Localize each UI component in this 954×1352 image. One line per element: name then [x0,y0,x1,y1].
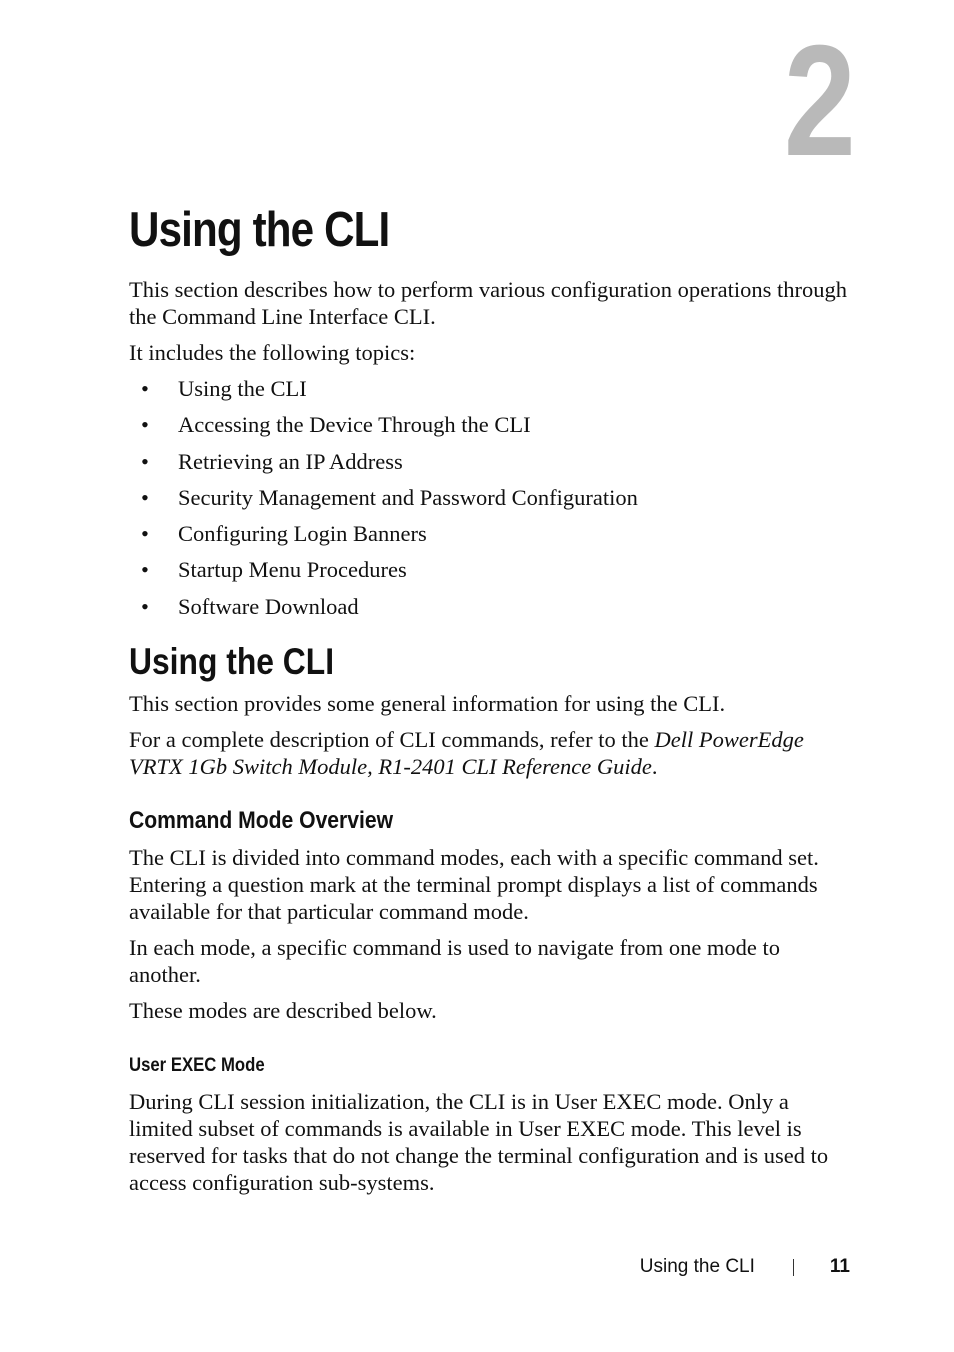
user-exec-para-1: During CLI session initialization, the CLI is in User EXEC mode. Only a limited subset of commands is available in User EXEC mode. This level is reserved for tasks that do not change the terminal configuration and is used to access configuration sub-systems. [129,1089,829,1196]
command-mode-para-2: In each mode, a specific command is used to navigate from one mode to another. [129,935,781,988]
list-item [129,520,855,556]
topics-intro: It includes the following topics: [129,340,416,365]
chapter-intro: This section describes how to perform various configuration operations through the Command Line Interface CLI. [129,277,847,329]
topic-text: Retrieving an IP Address [178,448,403,474]
bullet-icon: • [141,376,149,401]
bullet-icon: • [141,484,149,510]
topic-text: Configuring Login Banners [178,521,427,547]
page-number: 11 [829,1256,850,1277]
bullet-icon: • [141,557,149,583]
command-mode-para-3: These modes are described below. [129,998,437,1024]
topic-text: Startup Menu Procedures [178,557,407,583]
subsubsection-title: User EXEC Mode [129,1055,265,1077]
list-item [129,448,855,484]
bullet-icon: • [141,521,149,547]
reference-guide-title: Dell PowerEdge VRTX 1Gb Switch Module, R1-2401 CLI Reference Guide [129,727,804,780]
list-item [129,484,855,520]
section-para-2 [129,726,855,780]
topics-list [129,375,855,629]
footer-separator [793,1259,794,1276]
topic-text: Security Management and Password Configuration [178,484,638,510]
command-mode-para-1: The CLI is divided into command modes, each with a specific command set. Entering a question mark at the terminal prompt displays a list of commands available for that particular command mode. [129,845,819,925]
para-text-end: . [651,754,658,780]
chapter-number: 2 [783,13,856,189]
bullet-icon: • [141,593,149,619]
list-item [129,411,855,447]
section-title: Using the CLI [129,641,335,683]
page-content [129,200,855,1205]
chapter-title: Using the CLI [129,203,390,257]
list-item [129,375,855,411]
bullet-icon: • [141,448,149,474]
list-item [129,556,855,592]
footer-label: Using the CLI [639,1256,755,1277]
topic-text: Software Download [178,593,359,619]
page-footer [640,1255,850,1279]
para-text: For a complete description of CLI commands, refer to the [129,727,655,753]
subsection-title: Command Mode Overview [129,807,394,835]
section-para-1: This section provides some general information for using the CLI. [129,691,726,717]
topic-text: Using the CLI [178,376,307,401]
topic-text: Accessing the Device Through the CLI [178,412,531,438]
list-item [129,593,855,629]
bullet-icon: • [141,412,149,438]
